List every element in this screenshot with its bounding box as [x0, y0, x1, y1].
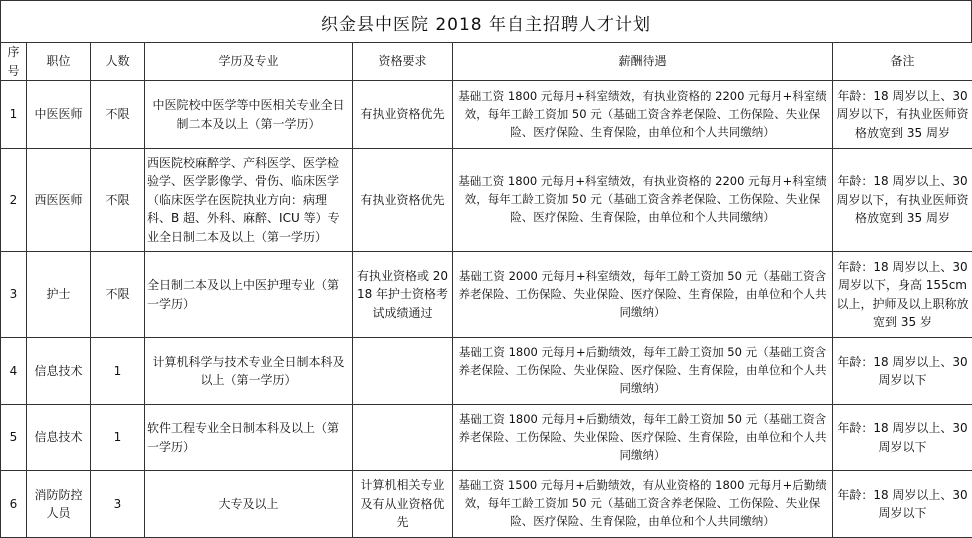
- cell-remarks: 年龄：18 周岁以上、30 周岁以下: [833, 471, 972, 538]
- cell-seq: 4: [1, 338, 27, 405]
- cell-count: 不限: [91, 252, 145, 338]
- cell-seq: 6: [1, 471, 27, 538]
- page-title: 织金县中医院 2018 年自主招聘人才计划: [0, 0, 972, 43]
- cell-salary: 基础工资 2000 元每月+科室绩效，每年工龄工资加 50 元（基础工资含养老保险、工伤保险、失业保险、医疗保险、生育保险，由单位和个人共同缴纳）: [453, 252, 833, 338]
- header-salary: 薪酬待遇: [453, 43, 833, 81]
- table-row: [1, 338, 972, 405]
- cell-salary: 基础工资 1800 元每月+科室绩效，有执业资格的 2200 元每月+科室绩效，每年工龄工资加 50 元（基础工资含养老保险、工伤保险、失业保险、医疗保险、生育保险，由单位和个人共同缴纳）: [453, 81, 833, 149]
- header-position: 职位: [27, 43, 91, 81]
- cell-remarks: 年龄：18 周岁以上、30 周岁以下: [833, 338, 972, 405]
- cell-remarks: 年龄：18 周岁以上、30 周岁以下: [833, 405, 972, 471]
- table-row: [1, 405, 972, 471]
- cell-qualification: 计算机相关专业及有从业资格优先: [353, 471, 453, 538]
- header-seq: 序号: [1, 43, 27, 81]
- cell-position: 中医医师: [27, 81, 91, 149]
- header-education: 学历及专业: [145, 43, 353, 81]
- cell-seq: 3: [1, 252, 27, 338]
- table-header-row: [1, 43, 972, 81]
- cell-qualification: [353, 338, 453, 405]
- cell-qualification: [353, 405, 453, 471]
- cell-remarks: 年龄：18 周岁以上、30 周岁以下，身高 155cm 以上，护师及以上职称放宽到 35 岁: [833, 252, 972, 338]
- cell-seq: 1: [1, 81, 27, 149]
- cell-salary: 基础工资 1800 元每月+后勤绩效，每年工龄工资加 50 元（基础工资含养老保险、工伤保险、失业保险、医疗保险、生育保险，由单位和个人共同缴纳）: [453, 405, 833, 471]
- cell-seq: 5: [1, 405, 27, 471]
- header-count: 人数: [91, 43, 145, 81]
- cell-count: 1: [91, 405, 145, 471]
- cell-position: 西医医师: [27, 149, 91, 252]
- cell-education: 计算机科学与技术专业全日制本科及以上（第一学历）: [145, 338, 353, 405]
- cell-count: 不限: [91, 81, 145, 149]
- recruitment-table: [0, 42, 972, 538]
- cell-salary: 基础工资 1800 元每月+后勤绩效，每年工龄工资加 50 元（基础工资含养老保险、工伤保险、失业保险、医疗保险、生育保险，由单位和个人共同缴纳）: [453, 338, 833, 405]
- cell-count: 3: [91, 471, 145, 538]
- cell-qualification: 有执业资格优先: [353, 81, 453, 149]
- cell-position: 信息技术: [27, 338, 91, 405]
- table-row: [1, 252, 972, 338]
- cell-position: 消防防控人员: [27, 471, 91, 538]
- cell-salary: 基础工资 1500 元每月+后勤绩效，有从业资格的 1800 元每月+后勤绩效，每年工龄工资加 50 元（基础工资含养老保险、工伤保险、失业保险、医疗保险、生育保险，由单位和个人共同缴纳）: [453, 471, 833, 538]
- cell-count: 1: [91, 338, 145, 405]
- cell-qualification: 有执业资格或 2018 年护士资格考试成绩通过: [353, 252, 453, 338]
- cell-education: 大专及以上: [145, 471, 353, 538]
- cell-education: 中医院校中医学等中医相关专业全日制二本及以上（第一学历）: [145, 81, 353, 149]
- cell-position: 护士: [27, 252, 91, 338]
- cell-seq: 2: [1, 149, 27, 252]
- cell-remarks: 年龄：18 周岁以上、30 周岁以下，有执业医师资格放宽到 35 周岁: [833, 81, 972, 149]
- cell-education: 软件工程专业全日制本科及以上（第一学历）: [145, 405, 353, 471]
- cell-education: 西医院校麻醉学、产科医学、医学检验学、医学影像学、骨伤、临床医学（临床医学在医院执业方向：病理科、B 超、外科、麻醉、ICU 等）专业全日制二本及以上（第一学历）: [145, 149, 353, 252]
- header-remarks: 备注: [833, 43, 972, 81]
- cell-salary: 基础工资 1800 元每月+科室绩效，有执业资格的 2200 元每月+科室绩效，每年工龄工资加 50 元（基础工资含养老保险、工伤保险、失业保险、医疗保险、生育保险，由单位和个人共同缴纳）: [453, 149, 833, 252]
- table-row: [1, 149, 972, 252]
- cell-qualification: 有执业资格优先: [353, 149, 453, 252]
- table-row: [1, 471, 972, 538]
- cell-count: 不限: [91, 149, 145, 252]
- header-qualification: 资格要求: [353, 43, 453, 81]
- cell-education: 全日制二本及以上中医护理专业（第一学历）: [145, 252, 353, 338]
- cell-position: 信息技术: [27, 405, 91, 471]
- table-row: [1, 81, 972, 149]
- cell-remarks: 年龄：18 周岁以上、30 周岁以下，有执业医师资格放宽到 35 周岁: [833, 149, 972, 252]
